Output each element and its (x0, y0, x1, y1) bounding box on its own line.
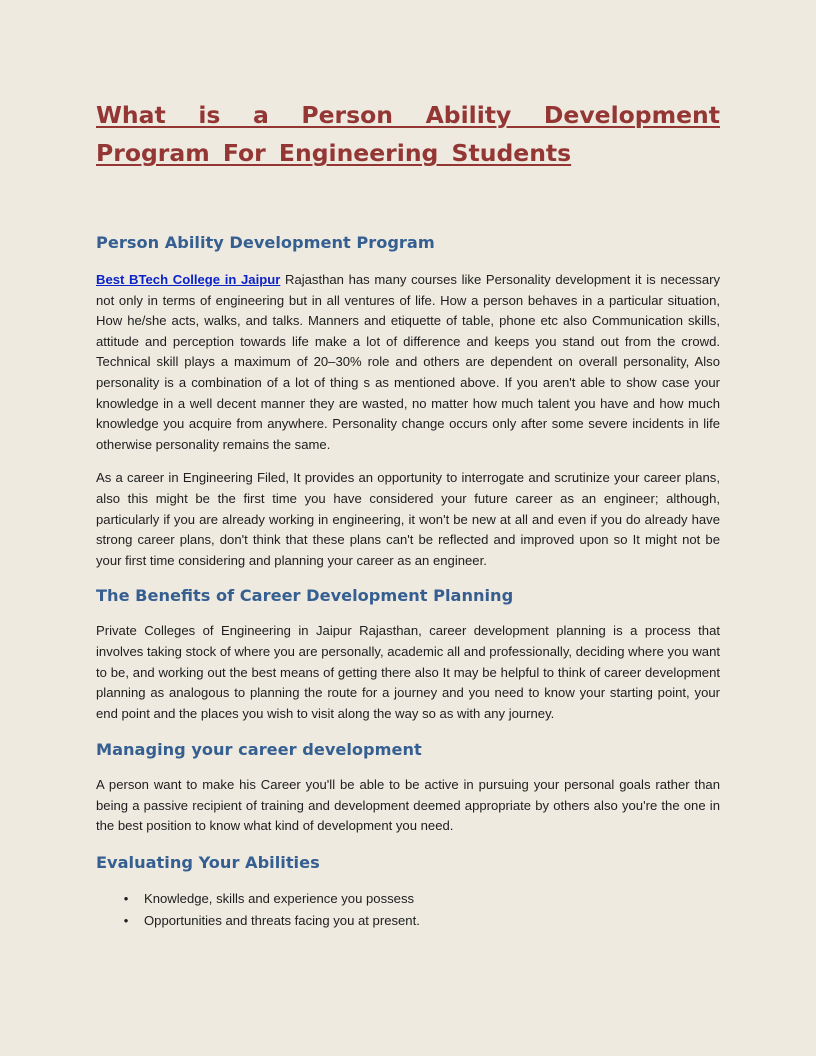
section-heading-managing: Managing your career development (96, 740, 422, 760)
paragraph-managing: A person want to make his Career you'll be able to be active in pursuing your personal goals rather than being a passive recipient of training and development deemed appropriate by others also you're the one in the best position to know what kind of development you need. (96, 777, 720, 834)
section-heading-benefits: The Benefits of Career Development Planning (96, 586, 514, 606)
section-heading-evaluating: Evaluating Your Abilities (96, 853, 320, 873)
list-item-text: Knowledge, skills and experience you possess (144, 891, 415, 907)
bullet-icon: • (123, 891, 129, 907)
list-item-text: Opportunities and threats facing you at present. (144, 912, 420, 928)
paragraph-person-ability-2: As a career in Engineering Filed, It provides an opportunity to interrogate and scrutinize your career plans, also this might be the first time you have considered your future career as an engineer; although, particularly if you are already working in engineering, it won't be new at all and even if you do already have strong career plans, don't think that these plans can't be reflected and improved upon so It might not be your first time considering and planning your career as an engineer. (96, 470, 720, 568)
best-btech-college-link[interactable]: Best BTech College in Jaipur (96, 272, 281, 287)
abilities-bullet-list (96, 888, 720, 931)
paragraph-person-ability-1 (96, 270, 720, 455)
document-title: What is a Person Ability Development Program For Engineering Students (96, 101, 720, 167)
list-item (96, 888, 720, 910)
document-content (96, 96, 720, 931)
paragraph-benefits: Private Colleges of Engineering in Jaipur Rajasthan, career development planning is a process that involves taking stock of where you are personally, academic all and professionally, deciding where you want to be, and working out the best means of getting there also It may be helpful to think of career development planning as analogous to planning the route for a journey and you need to know your starting point, your end point and the places you wish to visit along the way so as with any journey. (96, 623, 720, 721)
list-item (96, 910, 720, 932)
bullet-icon: • (123, 912, 129, 928)
section-heading-person-ability: Person Ability Development Program (96, 233, 435, 252)
paragraph-person-ability-1-text: Rajasthan has many courses like Personality development it is necessary not only in terms of engineering but in all ventures of life. How a person behaves in a particular situation, How he/she acts, walks, and talks. Manners and etiquette of table, phone etc also Communication skills, attitude and perception towards life make a lot of difference and keeps you stand out from the crowd. Technical skill plays a maximum of 20–30% role and others are dependent on overall personality, Also personality is a combination of a lot of thing s as mentioned above. If you aren't able to show case your knowledge in a well decent manner they are wasted, no matter how much talent you have and how much knowledge you acquire from anywhere. Personality change occurs only after some severe incidents in life otherwise personality remains the same. (96, 272, 721, 452)
